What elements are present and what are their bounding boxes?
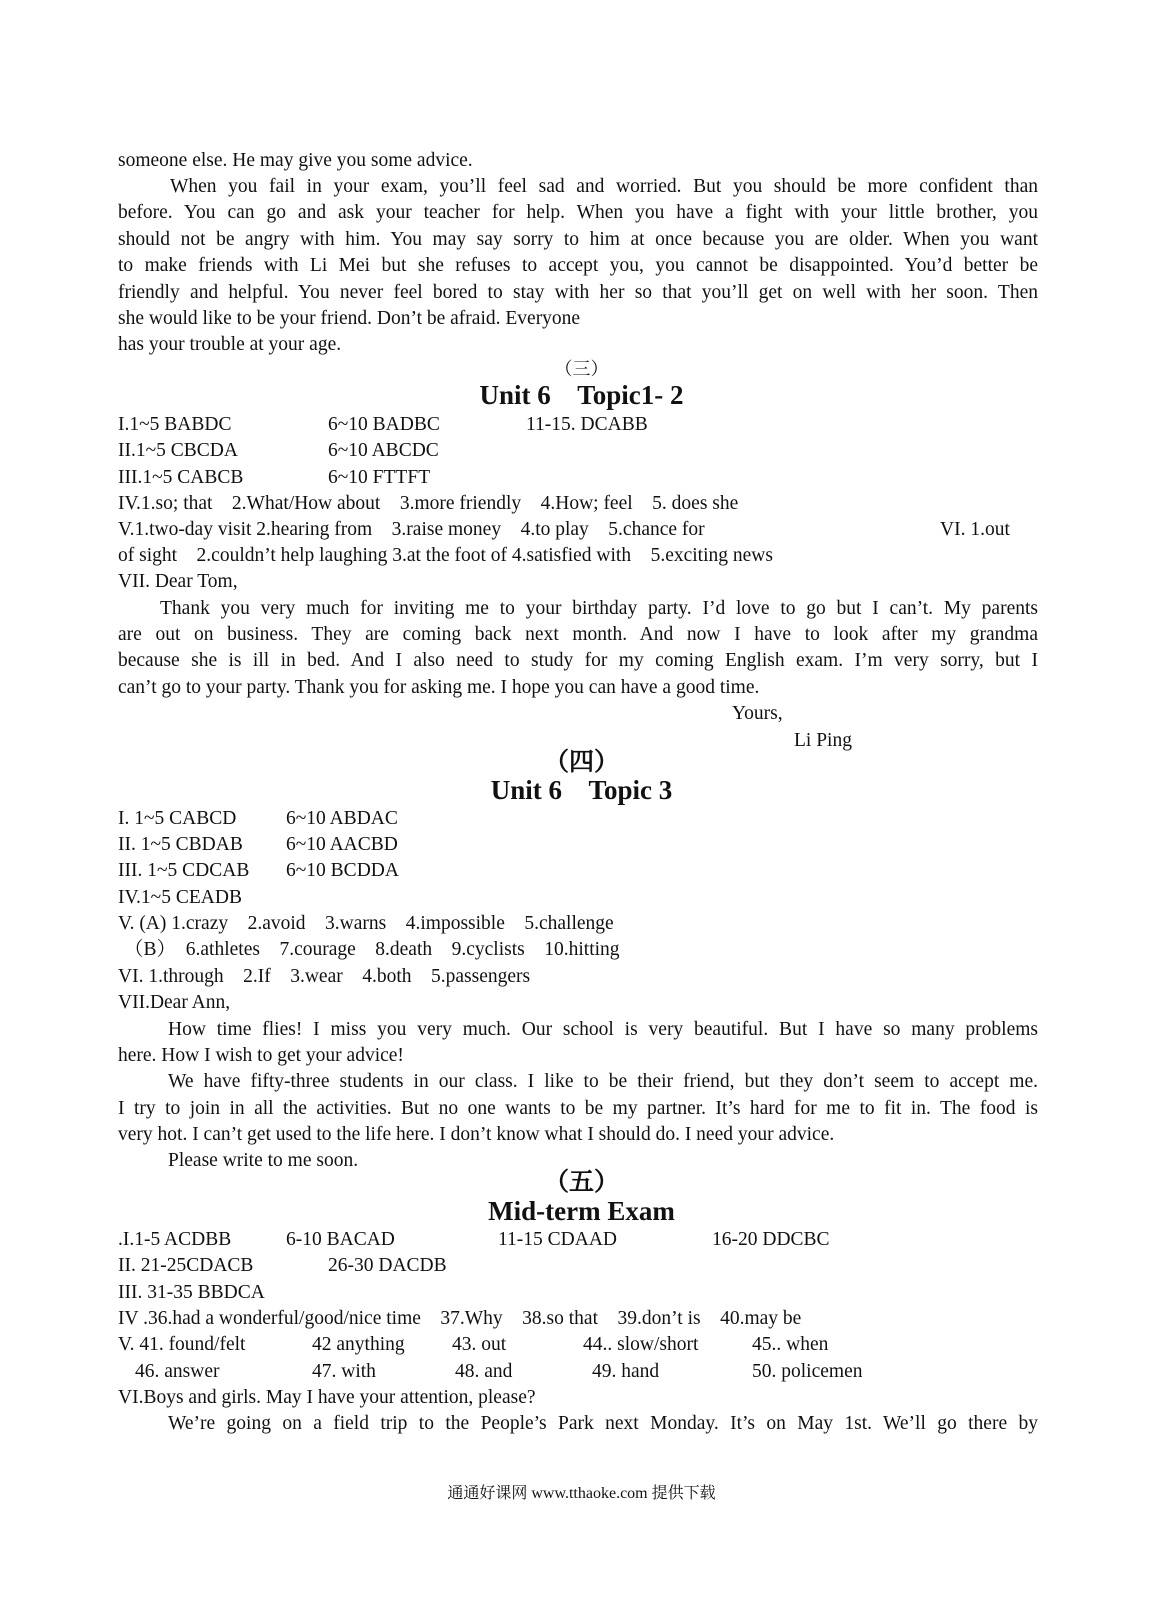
text-line: Thank you very much for inviting me to your birthday party. I’d love to go but I can’t. My parents — [160, 598, 1038, 619]
section-title: Unit 6 Topic 3 — [490, 775, 673, 805]
answer-cell: 50. policemen — [752, 1361, 863, 1382]
answer-cell: 47. with — [312, 1361, 376, 1382]
text-line: before. You can go and ask your teacher for help. When you have a fight with your little brother, you — [118, 202, 1038, 223]
signature-text: Li Ping — [794, 730, 852, 751]
section-number: （四） — [543, 749, 619, 776]
answer-cell: 11-15. DCABB — [526, 414, 648, 435]
answer-cell: 6~10 ABCDC — [328, 440, 439, 461]
text-line: When you fail in your exam, you’ll feel sad and worried. But you should be more confident than — [170, 176, 1038, 197]
text-line: （B） 6.athletes 7.courage 8.death 9.cyclists 10.hitting — [124, 939, 620, 960]
text-line: has your trouble at your age. — [118, 334, 342, 355]
answer-cell: III.1~5 CABCB — [118, 467, 244, 488]
answer-cell: I.1~5 BABDC — [118, 414, 232, 435]
answer-cell: 43. out — [452, 1334, 507, 1355]
answer-cell: II. 1~5 CBDAB — [118, 834, 243, 855]
text-line: I try to join in all the activities. But no one wants to be my partner. It’s hard for me to fit in. The food is — [118, 1098, 1038, 1119]
text-line: she would like to be your friend. Don’t be afraid. Everyone — [118, 308, 581, 329]
answer-cell: 6~10 AACBD — [286, 834, 398, 855]
answer-cell: .I.1-5 ACDBB — [118, 1229, 232, 1250]
answer-cell: 45.. when — [752, 1334, 829, 1355]
answer-cell: 6~10 FTTFT — [328, 467, 431, 488]
section-title: Unit 6 Topic1- 2 — [479, 380, 684, 410]
answer-cell: 6-10 BACAD — [286, 1229, 395, 1250]
text-line: to make friends with Li Mei but she refuses to accept you, you cannot be disappointed. You’d better be — [118, 255, 1038, 276]
text-line: very hot. I can’t get used to the life here. I don’t know what I should do. I need your advice. — [118, 1124, 835, 1145]
answer-cell: V. 41. found/felt — [118, 1334, 246, 1355]
text-line: We have fifty-three students in our class. I like to be their friend, but they don’t seem to accept me. — [168, 1071, 1038, 1092]
answer-cell: 49. hand — [592, 1361, 660, 1382]
page-footer: 通通好课网 www.tthaoke.com 提供下载 — [447, 1485, 716, 1502]
answer-cell: II.1~5 CBCDA — [118, 440, 238, 461]
answer-cell: 44.. slow/short — [583, 1334, 699, 1355]
text-line: someone else. He may give you some advice. — [118, 150, 473, 171]
text-line: are out on business. They are coming back next month. And now I have to look after my grandma — [118, 624, 1038, 645]
text-line: VI.Boys and girls. May I have your attention, please? — [118, 1387, 536, 1408]
answer-cell: 11-15 CDAAD — [498, 1229, 617, 1250]
section-number: （三） — [554, 359, 609, 379]
answer-cell: 42 anything — [312, 1334, 405, 1355]
text-line: V.1.two-day visit 2.hearing from 3.raise money 4.to play 5.chance for — [118, 519, 705, 540]
section-title: Mid-term Exam — [488, 1196, 675, 1226]
text-line: Please write to me soon. — [168, 1150, 359, 1171]
answer-cell: II. 21-25CDACB — [118, 1255, 254, 1276]
answer-cell: 48. and — [455, 1361, 513, 1382]
text-line: V. (A) 1.crazy 2.avoid 3.warns 4.impossible 5.challenge — [118, 913, 614, 934]
answer-cell: 6~10 BCDDA — [286, 860, 399, 881]
text-line: IV.1~5 CEADB — [118, 887, 242, 908]
text-line: III. 31-35 BBDCA — [118, 1282, 265, 1303]
answer-cell: 16-20 DDCBC — [712, 1229, 830, 1250]
text-line: VI. 1.through 2.If 3.wear 4.both 5.passengers — [118, 966, 531, 987]
text-line: should not be angry with him. You may say sorry to him at once because you are older. When you want — [118, 229, 1038, 250]
text-line: because she is ill in bed. And I also need to study for my coming English exam. I’m very sorry, but I — [118, 650, 1038, 671]
text-line: We’re going on a field trip to the People’s Park next Monday. It’s on May 1st. We’ll go there by — [168, 1413, 1038, 1434]
answer-cell: 6~10 ABDAC — [286, 808, 398, 829]
text-line: of sight 2.couldn’t help laughing 3.at the foot of 4.satisfied with 5.exciting news — [118, 545, 773, 566]
answer-cell: 46. answer — [135, 1361, 220, 1382]
text-line: friendly and helpful. You never feel bored to stay with her so that you’ll get on well with her soon. Then — [118, 282, 1038, 303]
section-number: （五） — [543, 1169, 619, 1196]
text-line: How time flies! I miss you very much. Our school is very beautiful. But I have so many problems — [168, 1019, 1038, 1040]
answer-cell: III. 1~5 CDCAB — [118, 860, 250, 881]
answer-cell: I. 1~5 CABCD — [118, 808, 237, 829]
text-line: Yours, — [732, 703, 783, 724]
text-line: IV .36.had a wonderful/good/nice time 37.Why 38.so that 39.don’t is 40.may be — [118, 1308, 802, 1329]
text-line: VII.Dear Ann, — [118, 992, 231, 1013]
text-line: VI. 1.out — [940, 519, 1010, 540]
text-line: here. How I wish to get your advice! — [118, 1045, 404, 1066]
answer-cell: 6~10 BADBC — [328, 414, 440, 435]
text-line: VII. Dear Tom, — [118, 571, 238, 592]
text-line: IV.1.so; that 2.What/How about 3.more friendly 4.How; feel 5. does she — [118, 493, 739, 514]
text-line: can’t go to your party. Thank you for asking me. I hope you can have a good time. — [118, 677, 760, 698]
answer-cell: 26-30 DACDB — [328, 1255, 447, 1276]
